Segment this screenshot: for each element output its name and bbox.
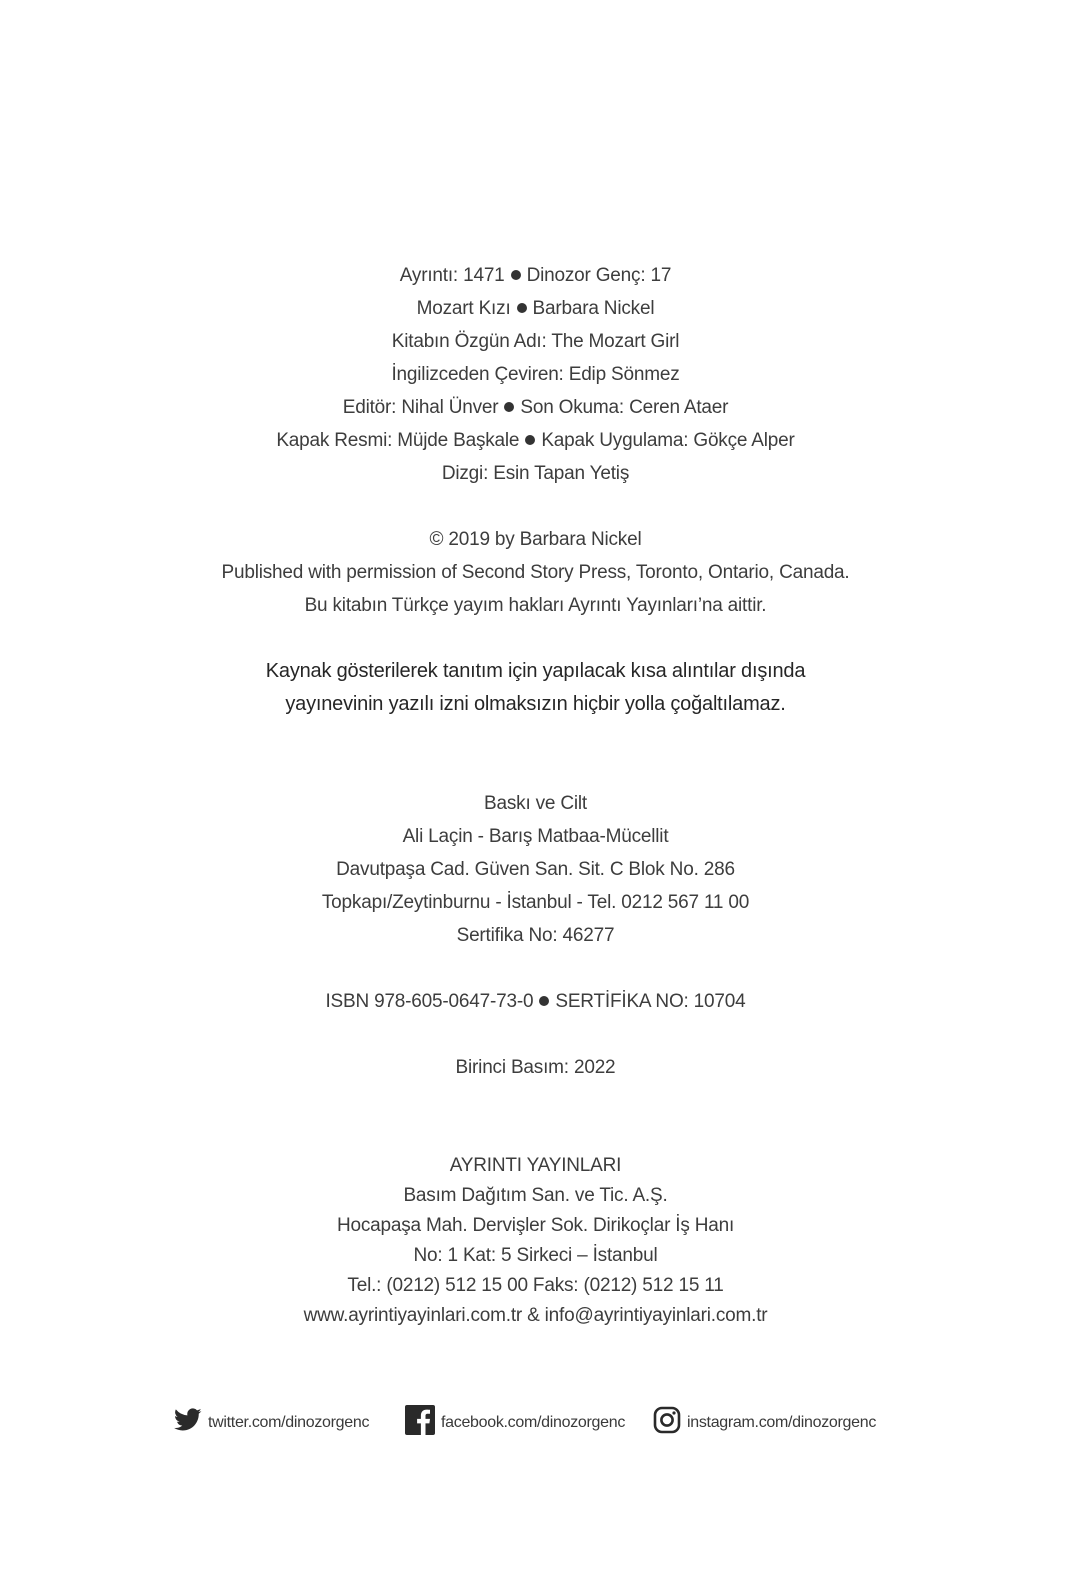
rights-notice: Bu kitabın Türkçe yayım hakları Ayrıntı Yayınları’na aittir. [304,595,767,616]
cover-line [0,424,1071,457]
series-line [0,259,1071,292]
original-title: Kitabın Özgün Adı: The Mozart Girl [391,331,680,352]
proofreader: Son Okuma: Ceren Ataer [520,397,729,418]
bullet-dot [504,402,514,412]
isbn-block [0,985,1071,1018]
publisher-name: AYRINTI YAYINLARI [449,1155,622,1176]
social-instagram[interactable] [653,1402,876,1438]
cover-designer: Kapak Uygulama: Gökçe Alper [541,430,795,451]
social-twitter[interactable] [174,1402,369,1438]
book-title: Mozart Kızı [416,298,511,319]
typesetter: Dizgi: Esin Tapan Yetiş [441,463,630,484]
isbn-number: ISBN 978-605-0647-73-0 [325,991,534,1012]
series-number: Ayrıntı: 1471 [399,265,505,286]
publisher-address: Hocapaşa Mah. Dervişler Sok. Dirikoçlar İş Hanı [336,1215,735,1236]
publisher-phone: Tel.: (0212) 512 15 00 Faks: (0212) 512 15 11 [347,1275,724,1296]
cover-artist: Kapak Resmi: Müjde Başkale [276,430,520,451]
isbn-line [0,985,1071,1018]
printer-address: Davutpaşa Cad. Güven San. Sit. C Blok No. 286 [336,859,735,880]
printer-city-phone: Topkapı/Zeytinburnu - İstanbul - Tel. 0212 567 11 00 [321,892,750,913]
translator: İngilizceden Çeviren: Edip Sönmez [391,364,680,385]
publisher-district: No: 1 Kat: 5 Sirkeci – İstanbul [413,1245,658,1266]
copyright-block [0,523,1071,622]
notice-line: Kaynak gösterilerek tanıtım için yapılacak kısa alıntılar dışında [265,660,806,682]
reproduction-notice [0,655,1071,721]
publisher-block [0,1151,1071,1331]
publisher-company: Basım Dağıtım San. ve Tic. A.Ş. [403,1185,668,1206]
instagram-icon [653,1406,681,1434]
permission-notice: Published with permission of Second Story Press, Toronto, Ontario, Canada. [221,562,850,583]
instagram-link[interactable]: instagram.com/dinozorgenc [687,1414,877,1431]
twitter-icon [174,1408,202,1432]
notice-line: yayınevinin yazılı izni olmaksızın hiçbir yolla çoğaltılamaz. [285,693,786,715]
editor-line [0,391,1071,424]
printing-block [0,787,1071,952]
facebook-link[interactable]: facebook.com/dinozorgenc [441,1414,626,1431]
edition-block [0,1051,1071,1084]
bullet-dot [539,996,549,1006]
publisher-web-email[interactable]: www.ayrintiyayinlari.com.tr & info@ayrintiyayinlari.com.tr [303,1305,768,1326]
printer-certificate: Sertifika No: 46277 [456,925,615,946]
publisher-certificate: SERTİFİKA NO: 10704 [555,991,746,1012]
editor: Editör: Nihal Ünver [342,397,499,418]
facebook-icon [405,1405,435,1435]
bullet-dot [525,435,535,445]
imprint-number: Dinozor Genç: 17 [526,265,672,286]
printing-heading: Baskı ve Cilt [484,793,587,814]
title-author-line [0,292,1071,325]
bullet-dot [517,303,527,313]
printer-name: Ali Laçin - Barış Matbaa-Mücellit [402,826,669,847]
social-facebook[interactable] [405,1402,625,1438]
bullet-dot [511,270,521,280]
book-author: Barbara Nickel [532,298,655,319]
twitter-link[interactable]: twitter.com/dinozorgenc [208,1414,370,1431]
credits-block [0,259,1071,490]
edition-line: Birinci Basım: 2022 [455,1057,616,1078]
copyright-notice: © 2019 by Barbara Nickel [429,529,642,550]
